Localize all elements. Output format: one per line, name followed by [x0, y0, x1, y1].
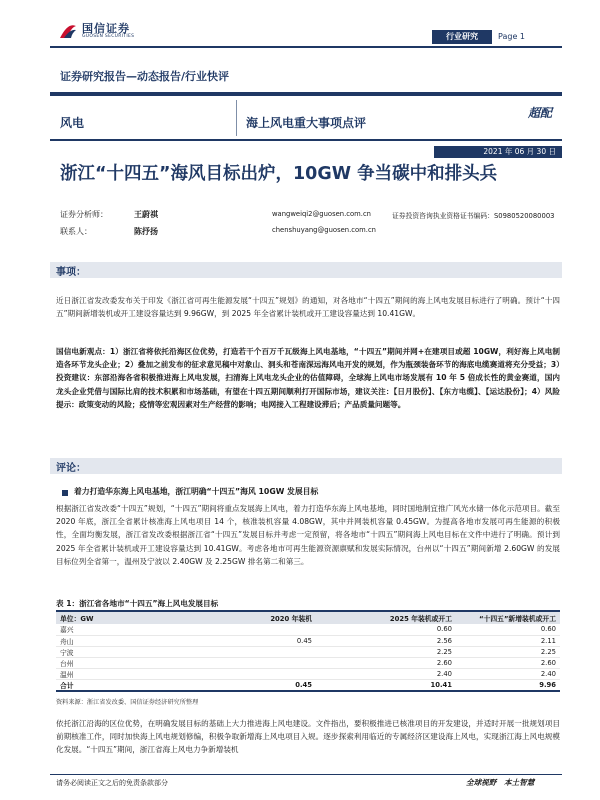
col-2025: 2025 年装机或开工	[389, 615, 452, 623]
rating-label: 超配	[528, 106, 553, 120]
section-event-title: 事项：	[56, 267, 86, 278]
cell-city: 温州	[56, 668, 166, 679]
report-type: 证券研究报告—动态报告/行业快评	[60, 70, 230, 83]
cell-city: 宁波	[56, 646, 166, 657]
page-title: 浙江“十四五”海风目标出炉，10GW 争当碳中和排头兵	[60, 164, 498, 184]
report-subtitle: 海上风电重大事项点评	[246, 116, 367, 130]
cell-new: 2.40	[456, 668, 560, 679]
cell-total-2020: 0.45	[166, 679, 316, 691]
bullet-square-icon	[62, 490, 68, 496]
footer-disclaimer[interactable]: 请务必阅读正文之后的免责条款部分	[56, 779, 168, 787]
sector-label: 风电	[60, 116, 85, 130]
cell-total-2025: 10.41	[316, 679, 456, 691]
col-unit: 单位：GW	[60, 615, 94, 623]
cell-2025: 2.60	[316, 657, 456, 668]
cell-2020	[166, 657, 316, 668]
cell-2025: 2.56	[316, 635, 456, 646]
cell-2020	[166, 624, 316, 635]
analyst-cert: 证券投资咨询执业资格证书编码：S0980520080003	[392, 212, 555, 220]
table-title: 表 1：浙江省各地市“十四五”海上风电发展目标	[56, 599, 219, 608]
cell-2025: 2.25	[316, 646, 456, 657]
cell-2020	[166, 646, 316, 657]
targets-table	[56, 612, 560, 692]
cell-2025: 2.40	[316, 668, 456, 679]
cell-city: 嘉兴	[56, 624, 166, 635]
section-event-header	[50, 262, 562, 278]
table-row	[56, 635, 560, 646]
comment-heading: 着力打造华东海上风电基地，浙江明确“十四五”海风 10GW 发展目标	[74, 487, 319, 496]
cell-total-new: 9.96	[456, 679, 560, 691]
logo-text: 国信证券	[82, 22, 130, 35]
title-band-top	[50, 92, 562, 96]
category-tag: 行业研究	[432, 30, 492, 44]
cell-2020: 0.45	[166, 635, 316, 646]
cell-new: 2.25	[456, 646, 560, 657]
event-paragraph: 近日浙江省发改委发布关于印发《浙江省可再生能源发展“十四五”规划》的通知，对各地市“十四五”期间的海上风电发展目标进行了明确。预计“十四五”期间新增装机或开工建设容量达到 9.96GW，到 2025 年全省累计装机或开工建设容量达到 10.41GW。	[56, 296, 560, 319]
contact-name: 陈抒扬	[134, 227, 158, 236]
contact-role: 联系人：	[60, 227, 92, 236]
comment-paragraph: 根据浙江省发改委“十四五”规划，“十四五”期间将重点发展海上风电，着力打造华东海上风电基地，同时国地制宜推广风光水储一体化示范项目。截至 2020 年底，浙江全省累计核准海上风电项目 14 个，核准装机容量 4.08GW，其中并网装机容量 0.45GW。为提高各地市发展可再生能源的积极性，全面均衡发展，浙江省发改委根据浙江省“十四五”发展目标并考虑一定预留，将各地市“十四五”期间海上风电目标在文件中进行了明确。预计到 2025 年全省累计装机或开工建设容量达到 10.41GW。考虑各地市可再生能源资源禀赋和发展实际情况，台州以“十四五”期间新增 2.60GW 的发展目标位列全省第一，温州及宁波以 2.40GW 及 2.25GW 排名第二和第三。	[56, 504, 560, 566]
cell-2020	[166, 668, 316, 679]
section-comment-header	[50, 458, 562, 474]
table-row	[56, 624, 560, 635]
view-paragraph: 国信电新观点：1）浙江省将依托沿海区位优势，打造若干个百万千瓦级海上风电基地，“十四五”期间并网+在建项目或超 10GW，利好海上风电制造各环节龙头企业；2）叠加之前发布的征求意见稿中对象山、洞头和苍南深远海风电开发的规划，作为瓶颈装备环节的海底电缆赛道将充分受益；3）投资建议：东部沿海各省积极推进海上风电发展，扫清海上风电龙头企业的估值障碍，全球海上风电市场发展有 10 年 5 倍成长性的黄金赛道，国内龙头企业凭借与国际比肩的技术积累和市场基础，有望在十四五期间顺利打开国际市场，建议关注：【日月股份】、【东方电缆】、【运达股份】；4）风险提示：政策变动的风险；疫情等宏观因素对生产经营的影响；电网接入工程建设滞后；产品质量问题等。	[56, 347, 560, 409]
analyst-name: 王蔚祺	[134, 210, 158, 219]
report-date: 2021 年 06 月 30 日	[434, 146, 562, 158]
closing-paragraph: 依托浙江沿海的区位优势，在明确发展目标的基础上大力推进海上风电建设。文件指出，要积极推进已核准项目的开发建设，并适时开展一批规划项目前期核准工作，同时加快海上风电规划修编，积极争取新增海上风电项目入规。逐步探索利用临近的专属经济区建设海上风电，实现浙江海上风电规模化发展。“十四五”期间，浙江省海上风电力争新增装机	[56, 719, 560, 755]
analyst-role: 证券分析师：	[60, 210, 108, 219]
table-header-row	[56, 612, 560, 624]
logo-mark-icon	[58, 20, 78, 40]
table-source: 资料来源：浙江省发改委、国信证券经济研究所整理	[56, 699, 199, 706]
col-2020: 2020 年装机	[270, 615, 312, 623]
table-row	[56, 657, 560, 668]
table-total-row	[56, 679, 560, 691]
analyst-email[interactable]: wangweiqi2@guosen.com.cn	[272, 210, 371, 218]
col-new: “十四五”新增装机或开工	[479, 615, 556, 623]
section-comment-title: 评论：	[56, 463, 86, 474]
guosen-logo	[58, 18, 148, 44]
table-row	[56, 646, 560, 657]
header-divider	[50, 46, 562, 48]
title-band-divider	[236, 100, 237, 136]
footer-slogan: 全球视野 本土智慧	[466, 778, 535, 787]
cell-new: 0.60	[456, 624, 560, 635]
contact-email[interactable]: chenshuyang@guosen.com.cn	[272, 226, 376, 234]
logo-subtext: GUOSEN SECURITIES	[82, 34, 135, 39]
page-number: Page 1	[498, 32, 525, 41]
table-row	[56, 668, 560, 679]
cell-total-label: 合计	[56, 679, 166, 691]
cell-2025: 0.60	[316, 624, 456, 635]
cell-new: 2.11	[456, 635, 560, 646]
footer-divider	[50, 774, 562, 775]
cell-city: 台州	[56, 657, 166, 668]
cell-city: 舟山	[56, 635, 166, 646]
title-band-bottom	[50, 139, 562, 141]
cell-new: 2.60	[456, 657, 560, 668]
